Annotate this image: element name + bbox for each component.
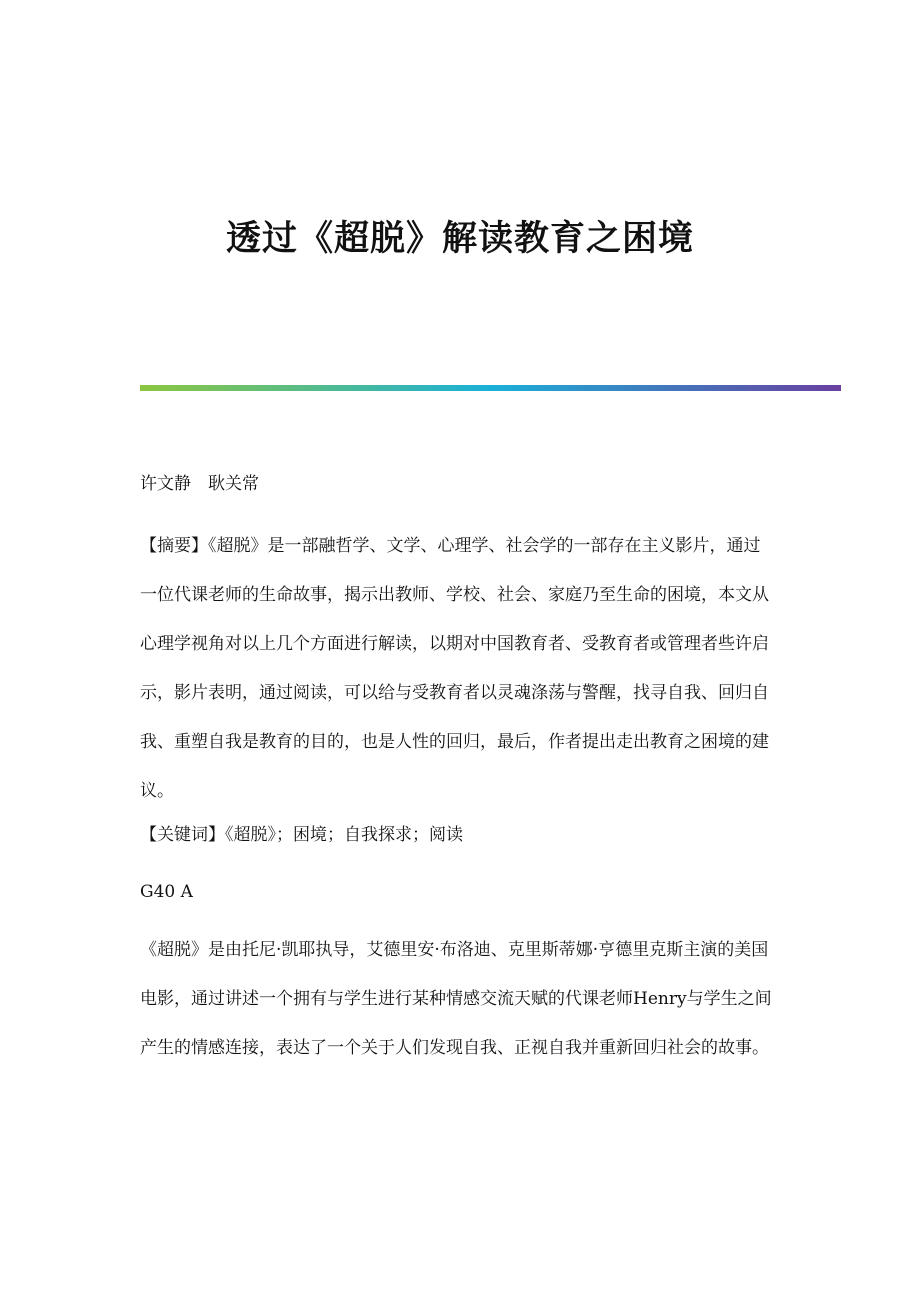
title-divider <box>140 385 841 391</box>
authors: 许文静 耿关常 <box>140 474 259 494</box>
abstract: 【摘要】《超脱》是一部融哲学、文学、心理学、社会学的一部存在主义影片，通过一位代课老师的生命故事，揭示出教师、学校、社会、家庭乃至生命的困境，本文从心理学视角对以上几个方面进行解读，以期对中国教育者、受教育者或管理者些许启示，影片表明，通过阅读，可以给与受教育者以灵魂涤荡与警醒，找寻自我、回归自我、重塑自我是教育的目的，也是人性的回归，最后，作者提出走出教育之困境的建议。 <box>140 536 769 801</box>
body-paragraph: 《超脱》是由托尼·凯耶执导，艾德里安·布洛迪、克里斯蒂娜·亨德里克斯主演的美国电影，通过讲述一个拥有与学生进行某种情感交流天赋的代课老师Henry与学生之间产生的情感连接，表达了一个关于人们发现自我、正视自我并重新回归社会的故事。 <box>140 940 772 1058</box>
document-title: 透过《超脱》解读教育之困境 <box>225 218 694 259</box>
keywords: 【关键词】《超脱》；困境；自我探求；阅读 <box>140 825 463 845</box>
classification-number: G40 A <box>140 882 193 902</box>
